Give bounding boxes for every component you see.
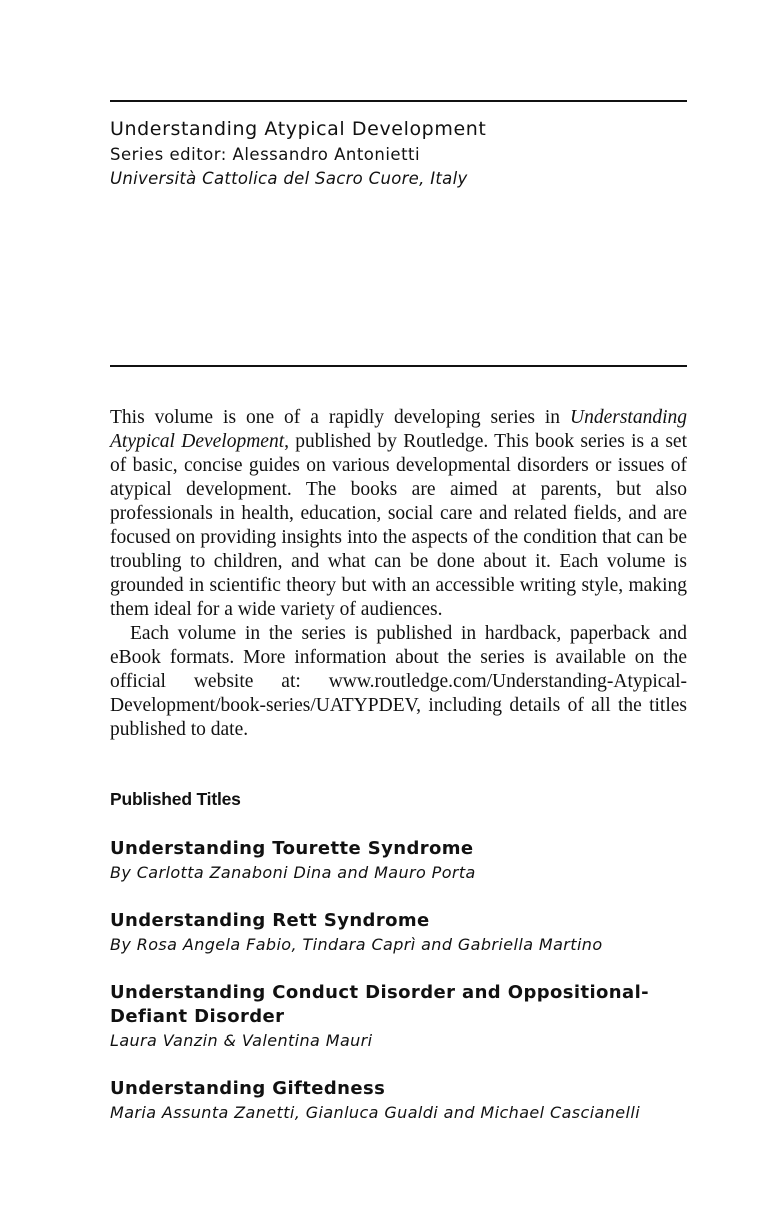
middle-rule — [110, 365, 687, 367]
title-entry — [110, 837, 687, 885]
description-p1-rest: , published by Routledge. This book series is a set of basic, concise guides on various developmental disorders or issues of atypical development. The books are aimed at parents, but also professionals in health, education, social care and related fields, and are focused on providing insights into the aspects of the condition that can be troubling to children, and what can be done about it. Each volume is grounded in scientific theory but with an accessible writing style, making them ideal for a wide variety of audiences. — [110, 431, 687, 620]
titles-list — [110, 837, 687, 1149]
title-entry — [110, 1077, 687, 1125]
description-paragraph-2: Each volume in the series is published in hardback, paperback and eBook formats. More information about the series is available on the official website at: www.routledge.com/Understanding-Atypical-Development/book-series/UATYPDEV, including details of all the titles published to date. — [110, 623, 687, 740]
description-series-name: Understanding Atypical Development — [110, 407, 687, 452]
series-info — [110, 115, 687, 191]
title-authors: By Rosa Angela Fabio, Tindara Caprì and Gabriella Martino — [110, 935, 603, 954]
title-name: Understanding Conduct Disorder and Oppositional-Defiant Disorder — [110, 982, 650, 1027]
top-rule — [110, 100, 687, 102]
series-description — [110, 406, 687, 742]
title-name: Understanding Tourette Syndrome — [110, 838, 474, 859]
description-paragraph-1 — [110, 406, 687, 622]
title-authors: By Carlotta Zanaboni Dina and Mauro Porta — [110, 863, 476, 882]
title-name: Understanding Rett Syndrome — [110, 910, 430, 931]
title-entry — [110, 981, 687, 1053]
description-p1-start: This volume is one of a rapidly developing series in — [110, 407, 570, 428]
series-affiliation: Università Cattolica del Sacro Cuore, Italy — [110, 169, 468, 188]
title-authors: Maria Assunta Zanetti, Gianluca Gualdi and Michael Cascianelli — [110, 1103, 641, 1122]
title-entry — [110, 909, 687, 957]
series-title: Understanding Atypical Development — [110, 118, 487, 140]
title-name: Understanding Giftedness — [110, 1078, 386, 1099]
series-editor: Series editor: Alessandro Antonietti — [110, 145, 421, 164]
published-titles-heading: Published Titles — [110, 789, 241, 809]
title-authors: Laura Vanzin & Valentina Mauri — [110, 1031, 373, 1050]
